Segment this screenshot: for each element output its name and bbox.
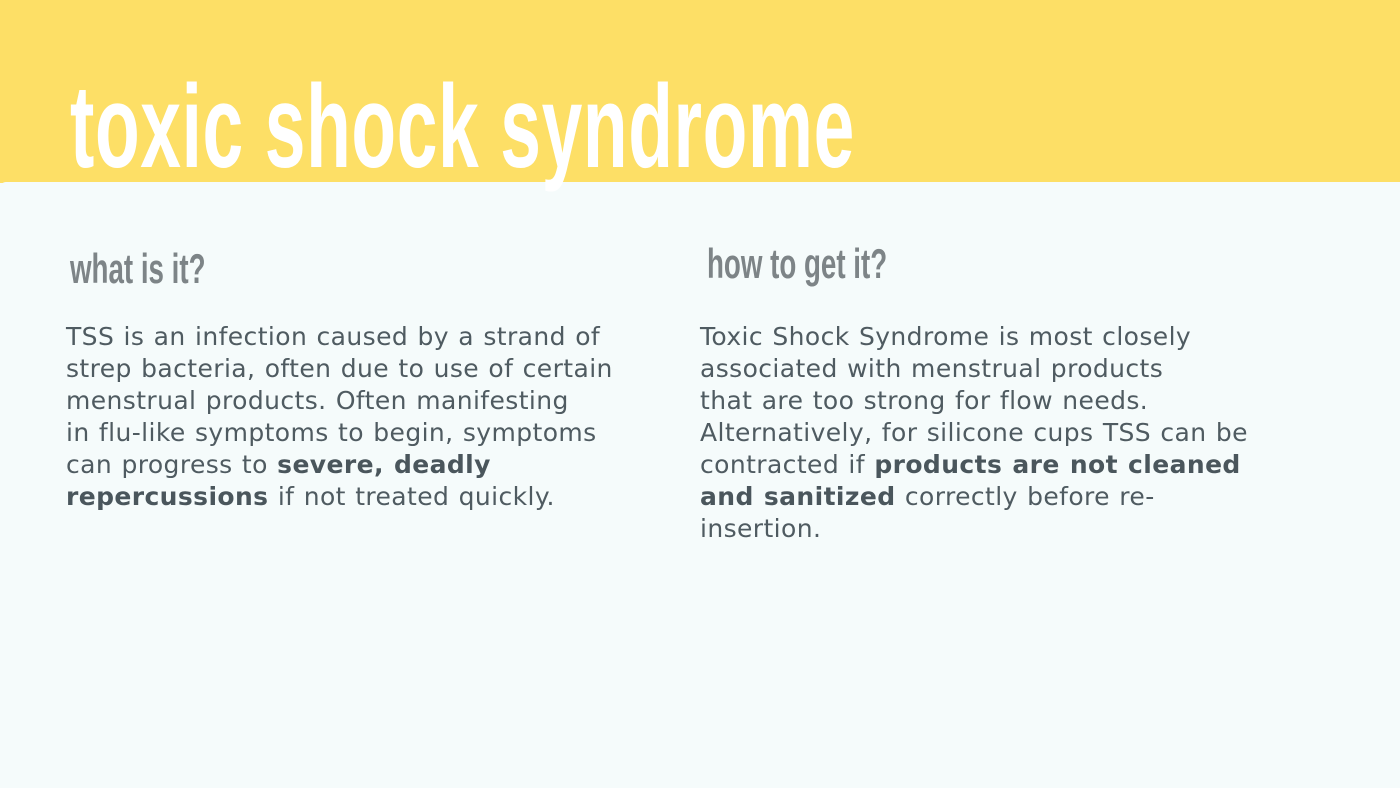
body-line: repercussions if not treated quickly.	[66, 482, 555, 511]
body-line: and sanitized correctly before re-	[700, 482, 1155, 511]
body-line: strep bacteria, often due to use of certain	[66, 354, 613, 383]
emphasis-text: products are not cleaned	[874, 450, 1241, 479]
left-column-heading: what is it?	[70, 245, 206, 292]
page-title: toxic shock syndrome	[70, 61, 855, 193]
body-line: TSS is an infection caused by a strand of	[66, 322, 601, 351]
body-line: Alternatively, for silicone cups TSS can be	[700, 418, 1248, 447]
body-line: insertion.	[700, 514, 822, 543]
right-column-heading: how to get it?	[707, 240, 888, 287]
body-line: can progress to severe, deadly	[66, 450, 491, 479]
body-line: Toxic Shock Syndrome is most closely	[700, 322, 1192, 351]
right-column-body	[700, 321, 1340, 545]
left-column-body	[66, 321, 686, 513]
body-line: menstrual products. Often manifesting	[66, 386, 569, 415]
body-line: that are too strong for flow needs.	[700, 386, 1149, 415]
emphasis-text: and sanitized	[700, 482, 896, 511]
body-line: contracted if products are not cleaned	[700, 450, 1241, 479]
body-line: in flu-like symptoms to begin, symptoms	[66, 418, 597, 447]
body-line: associated with menstrual products	[700, 354, 1164, 383]
emphasis-text: severe, deadly	[277, 450, 491, 479]
emphasis-text: repercussions	[66, 482, 269, 511]
